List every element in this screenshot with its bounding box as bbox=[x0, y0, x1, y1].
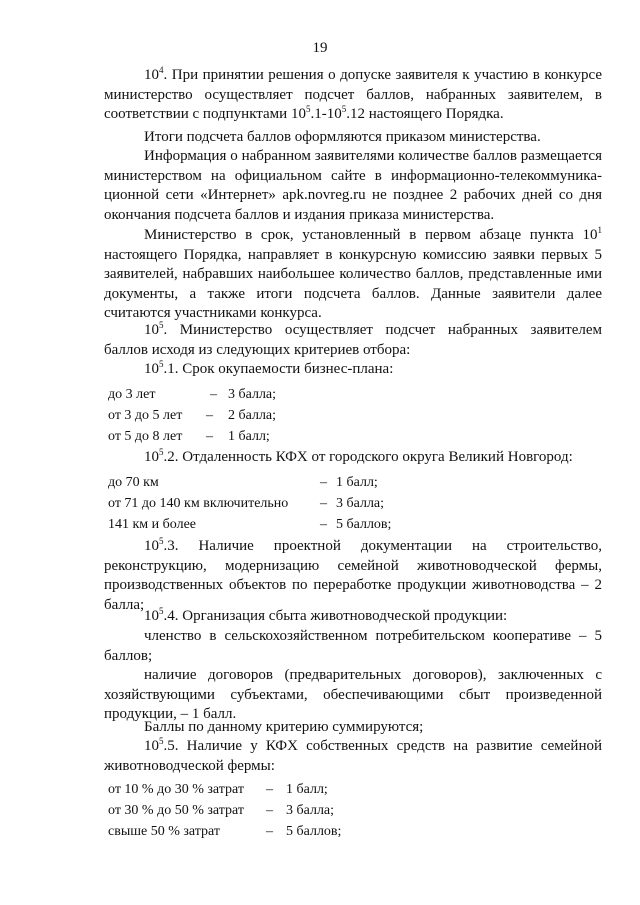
criterion-sales-heading: $10^5.4$. Организация сбыта животноводческой продукции: bbox=[144, 606, 508, 624]
criterion-distance-heading: $10^5.2$. Отдаленность КФХ от городского округа Великий Новгород: bbox=[144, 447, 573, 465]
paragraph-results: Итоги подсчета баллов оформляются приказом министерства. bbox=[144, 129, 541, 145]
paragraph-ministry-deadline: Министерство в срок, установленный в первом абзаце пункта $10^1$ настоящего Порядка, направляет в конкурсную комиссию заявки первых 5 заявителей, набравших наибольшее количество баллов, представленные ими документы, а также итоги подсчета баллов. Данные заявители далее считаются участниками конкурса. bbox=[104, 225, 602, 321]
criterion-own-funds-heading: $10^5.5$. Наличие у КФХ собственных средств на развитие семейной животноводческой фермы: bbox=[104, 736, 602, 774]
criterion-sales-summation: Баллы по данному критерию суммируются; bbox=[144, 719, 424, 735]
paragraph-10-5: $10^5$. Министерство осуществляет подсчет набранных заявителем баллов исходя из следующих критериев отбора: bbox=[104, 320, 602, 358]
criterion-project-documentation: $10^5.3$. Наличие проектной документации на строительство, реконструкцию, модернизацию семейной животноводческой фермы, производственных объектов по переработке продукции животноводства – 2 балла; bbox=[104, 536, 602, 613]
page-number: 19 bbox=[312, 40, 328, 56]
criterion-sales-contracts: наличие договоров (предварительных договоров), заключенных с хозяйствующими субъектами, обеспечивающими сбыт произведенной продукции, – 1 балл. bbox=[104, 667, 602, 722]
document-page: 19 $10^4$. При принятии решения о допуске заявителя к участию в конкурсе министерство осуществляет подсчет баллов, набранных заявителем, в соответствии с подпунктами $10^5.1-10^5.12$ настоящего Порядка. Итоги подсчета баллов оформляются приказом министерства. Информация о набранном заявителями количестве баллов размещается министерством на официальном сайте в информационно-телекоммуника-ционной сети «Интернет» apk.novreg.ru не позднее 2 рабочих дней со дня окончания подсчета баллов и издания приказа министерства. Министерство в срок, установленный в первом абзаце пункта $10^1$ настоящего Порядка, направляет в конкурсную комиссию заявки первых 5 заявителей, набравших наибольшее количество баллов, представленные ими документы, а также итоги подсчета баллов. Данные заявители далее считаются участниками конкурса. $10^5$. Министерство осуществляет подсчет набранных заявителем баллов исходя из следующих критериев отбора: $10^5.1$. Срок окупаемости бизнес-плана: до 3 лет – 3 балла; от 3 до 5 лет – 2 балла; от 5 до 8 лет – 1 балл; $10^5.2$. Отдаленность КФХ от городского округа Великий Новгород: до 70 км – 1 балл; от 71 до 140 км включительно – 3 балла; 141 км и более – 5 баллов; $10^5.3$. Наличие проектной документации на строительство, реконструкцию, модернизацию семейной животноводческой фермы, производственных объектов по переработке продукции животноводства – 2 балла; $10^5.4$. Организация сбыта животноводческой продукции: членство в сельскохозяйственном потребительском кооперативе – 5 баллов; наличие договоров (предварительных договоров), заключенных с хозяйствующими субъектами, обеспечивающими сбыт произведенной продукции, – 1 балл. Баллы по данному критерию суммируются; $10^5.5$. Наличие у КФХ собственных средств на развитие семейной животноводческой фермы: от 10 % до 30 % затрат – 1 балл; от 30 % до 50 % затрат – 3 балла; свыше 50 % затрат – 5 баллов; bbox=[0, 0, 640, 905]
paragraph-10-4: $10^4$. При принятии решения о допуске заявителя к участию в конкурсе министерство осуществляет подсчет баллов, набранных заявителем, в соответствии с подпунктами $10^5.1-10^5.12$ настоящего Порядка. bbox=[104, 65, 602, 122]
criterion-sales-cooperative: членство в сельскохозяйственном потребительском кооперативе – 5 баллов; bbox=[104, 628, 602, 664]
paragraph-information: Информация о набранном заявителями количестве баллов размещается министерством на официальном сайте в информационно-телекоммуника-ционной сети «Интернет» apk.novreg.ru не позднее 2 рабочих дней со дня окончания подсчета баллов и издания приказа министерства. bbox=[104, 148, 602, 223]
criterion-payback-heading: $10^5.1$. Срок окупаемости бизнес-плана: bbox=[144, 359, 394, 377]
